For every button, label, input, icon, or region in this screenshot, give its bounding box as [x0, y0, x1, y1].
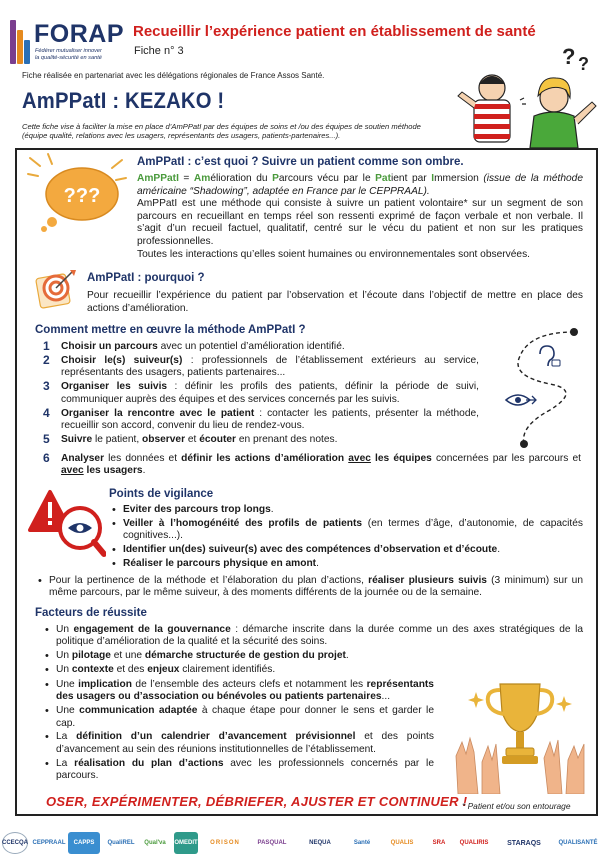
- intro-text: Cette fiche vise à faciliter la mise en place d’AmPPatI par des équipes de soins et /ou des équipes de soutien méthode (équipe qualité, relations avec les usagers, représentants des usagers, patients-partenaires...).: [22, 122, 421, 141]
- text-italic: (issue de la méthode américaine “Shadowing”, adaptée en France par le CEPPRAAL).: [137, 173, 583, 197]
- item-text: et des: [113, 664, 148, 675]
- path-illustration: [490, 326, 586, 450]
- footnote: * Patient et/ou son entourage: [462, 801, 571, 811]
- step-text: et: [185, 434, 200, 446]
- step-item: [35, 355, 479, 380]
- item-text: de l’ensemble des acteurs clefs et notamment les: [131, 679, 367, 690]
- item-bold: Veiller à l’homogénéité des profils de patients: [123, 517, 363, 529]
- vigilance-extra: [35, 575, 583, 601]
- bubble-text: ???: [63, 185, 101, 207]
- warning-icon: [26, 488, 106, 562]
- item-text: clairement identifiés.: [179, 664, 276, 675]
- steps-list-continued: [35, 453, 581, 479]
- item-text: Un: [56, 664, 72, 675]
- step-text: en prenant des notes.: [236, 434, 338, 446]
- step-text: les données et: [104, 453, 182, 464]
- list-item: [42, 650, 583, 662]
- text: élioration du: [210, 173, 273, 184]
- list-item: [109, 558, 583, 570]
- question-mark-icon: ?: [578, 54, 589, 74]
- list-item: [42, 705, 434, 730]
- partner-logo: OMEDIT: [174, 832, 198, 854]
- partner-logo: CEPPRAAL: [32, 840, 66, 846]
- list-item: [42, 731, 434, 756]
- forap-logo: [6, 18, 124, 68]
- item-bold: réalisation du plan d’actions: [74, 757, 224, 769]
- logo-name: FORAP: [34, 20, 124, 48]
- step-number: 5: [43, 432, 50, 447]
- item-text: .: [497, 544, 501, 555]
- text: mmersion: [434, 173, 484, 184]
- partnership-note: Fiche réalisée en partenariat avec les délégations régionales de France Assos Santé.: [22, 71, 325, 80]
- step-bold: les usagers: [83, 465, 143, 477]
- item-text: Une: [56, 679, 79, 690]
- step-text: concernées par les parcours et: [431, 453, 582, 464]
- step-text: : professionnels de l’établissement extérieurs au service, représentants des usagers, patients partenaires...: [61, 355, 479, 379]
- step-bold: Analyser: [61, 453, 105, 464]
- question-mark-icon: ?: [562, 44, 576, 69]
- item-text: .: [270, 504, 274, 515]
- step-number: 3: [43, 379, 50, 394]
- letter-p: P: [272, 173, 279, 184]
- item-text: et des points d’avancement au sein des réunions institutionnelles de l’établissement.: [56, 731, 434, 755]
- target-icon: [32, 266, 78, 310]
- logo-bars: [10, 18, 32, 66]
- partner-logo: CCECQA: [2, 832, 28, 854]
- item-text: (3 minimum) sur un même parcours, par le même suiveur, à des moments différents de la journée ou de la semaine.: [49, 575, 583, 599]
- item-text: Une: [56, 705, 80, 717]
- success-list-wide: [42, 624, 583, 678]
- thought-bubble-icon: [26, 152, 130, 232]
- item-text: La: [56, 731, 77, 743]
- step-item: [35, 453, 581, 478]
- step-text: : contacter les patients, présenter la méthode, recueillir son accord, convenir du lieu de rendez-vous.: [61, 407, 479, 432]
- main-title: AmPPatI : KEZAKO !: [22, 88, 225, 113]
- item-bold: enjeux: [147, 664, 180, 675]
- step-bold: Organiser la rencontre avec le patient: [61, 407, 255, 419]
- section-title-success: Facteurs de réussite: [35, 607, 147, 619]
- step-text: : définir les profils des patients, définir la période de suivi, communiquer auprès des équipes et des services concernés par les suivis.: [61, 381, 479, 405]
- eye-icon: [506, 395, 536, 405]
- list-item: [109, 518, 583, 543]
- text: arcours vécu par le: [278, 173, 376, 184]
- item-text: avec les professionnels concernés par le parcours.: [56, 757, 434, 782]
- list-item: [109, 504, 583, 516]
- item-bold: représentants des usagers ou d’association ou bénévoles ou patients partenaires: [56, 679, 434, 703]
- list-item: [109, 544, 583, 556]
- step-underline: avec: [348, 453, 371, 464]
- item-bold: réaliser plusieurs suivis: [368, 575, 487, 586]
- letter-am: Am: [193, 173, 211, 184]
- step-item: [35, 405, 479, 433]
- term-amppati: AmPPatI: [137, 173, 179, 184]
- item-bold: contexte: [71, 664, 114, 675]
- item-bold: Eviter des parcours trop longs: [123, 504, 271, 515]
- partner-logo: QUALISANTÉ: [558, 840, 598, 846]
- item-bold: démarche structurée de gestion du projet: [144, 650, 346, 662]
- what-observation: Toutes les interactions qu’elles soient humaines ou environnementales sont observées.: [137, 249, 531, 260]
- step-number: 4: [43, 405, 50, 420]
- trophy-icon: [488, 684, 553, 764]
- partner-logo: NEQUA: [309, 840, 331, 846]
- item-text: La: [56, 757, 75, 769]
- text: ient par: [391, 173, 432, 184]
- step-underline: avec: [61, 465, 84, 477]
- partner-logos: [0, 826, 604, 859]
- step-bold: observer: [142, 434, 186, 446]
- list-item: [42, 679, 434, 704]
- step-bold: Choisir un parcours: [61, 341, 158, 352]
- item-text: Pour la pertinence de la méthode et l’élaboration du plan d’actions,: [49, 575, 369, 586]
- step-text: avec un potentiel d’amélioration identifié.: [157, 341, 345, 352]
- item-text: .: [316, 557, 319, 569]
- step-text: .: [142, 465, 146, 477]
- success-list-narrow: [42, 679, 434, 784]
- step-number: 2: [43, 353, 50, 367]
- partner-logo: Qual'va: [144, 840, 166, 846]
- trophy-hands-illustration: [452, 672, 588, 794]
- item-bold: implication: [78, 679, 132, 690]
- step-item: [35, 434, 479, 446]
- partner-logo: Santé: [353, 840, 371, 846]
- section-title-vigilance: Points de vigilance: [109, 488, 214, 500]
- partner-logo: QUALIS: [390, 840, 414, 846]
- step-number: 6: [43, 451, 50, 465]
- partner-logo: CAPPS: [68, 832, 100, 854]
- item-bold: pilotage: [71, 650, 111, 662]
- item-bold: définition d’un calendrier d’avancement prévisionnel: [76, 731, 356, 743]
- partner-logo: QualiREL: [107, 840, 135, 846]
- step-bold: les équipes: [370, 453, 432, 464]
- letter-pat: Pat: [375, 173, 391, 184]
- logo-tagline: Fédérer mutualiser innover la qualité-sécurité en santé: [35, 48, 102, 61]
- what-definition: [137, 173, 583, 198]
- letter-i: I: [431, 173, 435, 184]
- list-item: [42, 624, 583, 649]
- item-text: : démarche inscrite dans la durée comme un des axes stratégiques de la politique d’amélioration de la qualité et la sécurité des soins.: [56, 624, 583, 648]
- section-title-how: Comment mettre en œuvre la méthode AmPPatI ?: [35, 324, 306, 336]
- item-bold: engagement de la gouvernance: [73, 624, 231, 635]
- list-item: [42, 758, 434, 783]
- item-bold: Identifier un(des) suiveur(s) avec des compétences d’observation et d’écoute: [123, 544, 498, 555]
- fiche-number: Fiche n° 3: [134, 45, 184, 57]
- item-bold: Réaliser le parcours physique en amont: [123, 557, 317, 569]
- item-text: et une: [110, 650, 145, 662]
- item-text: (en termes d’âge, d’autonomie, de capacités cognitives...).: [123, 517, 583, 542]
- document-title: Recueillir l’expérience patient en établissement de santé: [133, 23, 536, 40]
- item-text: à chaque étape pour donner le sens et garder le cap.: [56, 705, 434, 729]
- item-text: Un: [56, 624, 74, 635]
- slogan: OSER, EXPÉRIMENTER, DÉBRIEFER, AJUSTER ET CONTINUER !: [46, 794, 468, 809]
- step-item: [35, 341, 479, 353]
- step-bold: Organiser les suivis: [61, 381, 168, 393]
- step-bold: Suivre: [61, 434, 93, 446]
- section-title-what: AmPPatI : c’est quoi ? Suivre un patient comme son ombre.: [137, 156, 464, 168]
- partner-logo: SRA: [432, 840, 446, 846]
- partner-logo: QUALIRIS: [459, 840, 489, 846]
- what-description: AmPPatI est une méthode qui consiste à suivre un patient volontaire* sur un segment de son parcours en recueillant en temps réel son ressenti exprimé de façon verbale et non verbale. Il s’agit d’un recueil factuel, qualitatif, centré sur le vécu du patient et non sur les pratiques professionnelles.: [137, 198, 583, 247]
- partner-logo: PASQUAL: [257, 840, 287, 846]
- step-bold: Choisir le(s) suiveur(s): [61, 355, 183, 366]
- partner-logo: STARAQS: [507, 839, 541, 847]
- step-number: 1: [43, 339, 50, 353]
- text-eq: =: [178, 173, 194, 184]
- characters-illustration: [450, 40, 600, 150]
- why-text: Pour recueillir l’expérience du patient par l’observation et l’écoute dans l’objectif de mettre en place des actions d’amélioration.: [87, 290, 583, 314]
- item-text: ...: [381, 691, 391, 703]
- section-title-why: AmPPatI : pourquoi ?: [87, 272, 205, 284]
- partner-logo: ORISON: [210, 840, 240, 846]
- step-bold: écouter: [199, 434, 237, 446]
- step-text: le patient,: [92, 434, 142, 446]
- steps-list: [35, 341, 479, 448]
- ear-icon: [540, 346, 560, 366]
- item-bold: communication adaptée: [79, 705, 198, 717]
- step-item: [35, 381, 479, 406]
- item-text: Un: [56, 650, 72, 662]
- step-bold: définir les actions d’amélioration: [181, 453, 349, 464]
- list-item: [35, 575, 583, 600]
- item-text: .: [345, 650, 349, 662]
- vigilance-list: [109, 504, 583, 572]
